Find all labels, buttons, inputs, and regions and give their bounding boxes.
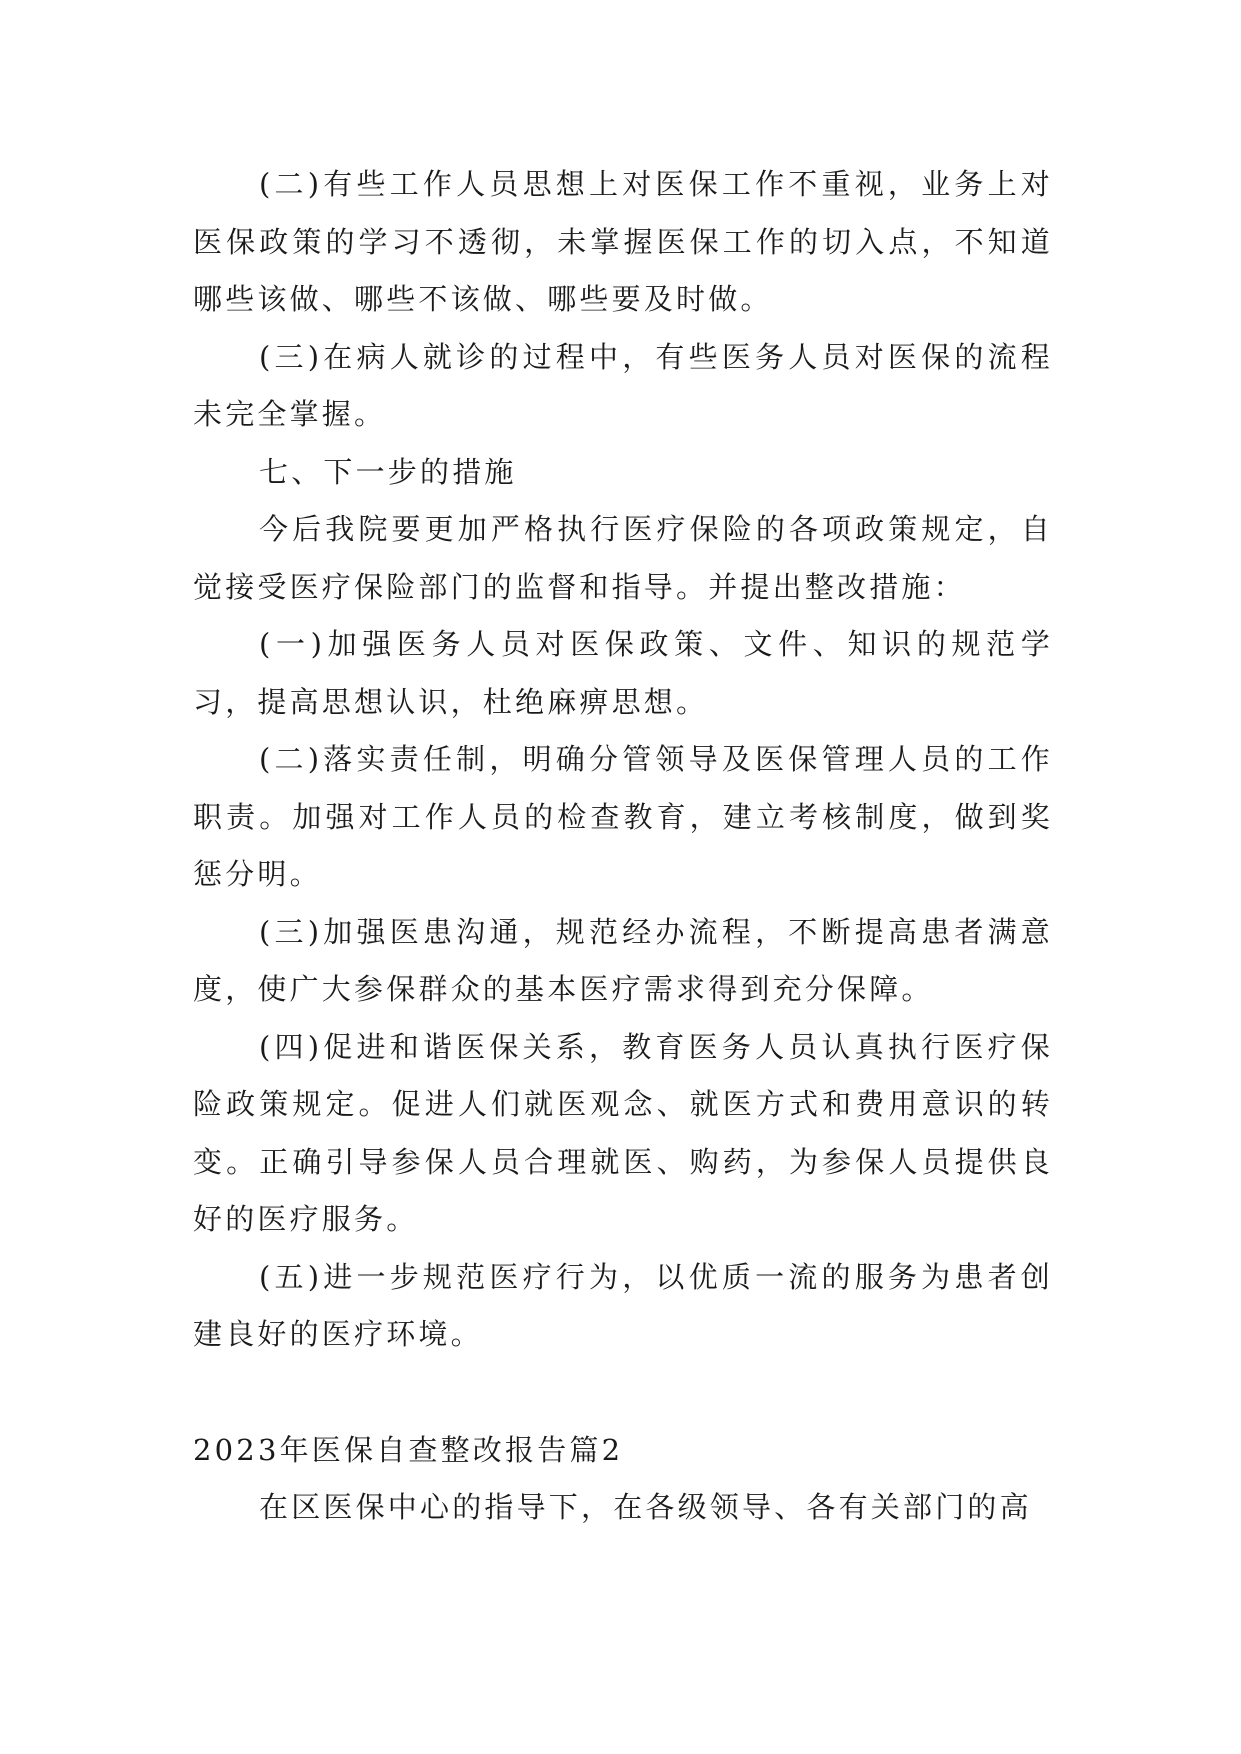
paragraph-3-issue: (三)在病人就诊的过程中，有些医务人员对医保的流程未完全掌握。 xyxy=(193,339,1053,431)
section-heading-next-steps: 七、下一步的措施 xyxy=(259,454,517,489)
measure-1: (一)加强医务人员对医保政策、文件、知识的规范学习，提高思想认识，杜绝麻痹思想。 xyxy=(193,627,1053,719)
measure-2: (二)落实责任制，明确分管领导及医保管理人员的工作职责。加强对工作人员的检查教育，建立考核制度，做到奖惩分明。 xyxy=(193,742,1053,891)
paragraph-intro-measures: 今后我院要更加严格执行医疗保险的各项政策规定，自觉接受医疗保险部门的监督和指导。并提出整改措施： xyxy=(193,512,1053,604)
document-page xyxy=(193,156,1053,1537)
report-title-part-2: 2023年医保自查整改报告篇2 xyxy=(193,1432,624,1467)
measure-4: (四)促进和谐医保关系，教育医务人员认真执行医疗保险政策规定。促进人们就医观念、就医方式和费用意识的转变。正确引导参保人员合理就医、购药，为参保人员提供良好的医疗服务。 xyxy=(193,1029,1053,1236)
paragraph-2-issue: (二)有些工作人员思想上对医保工作不重视，业务上对医保政策的学习不透彻，未掌握医保工作的切入点，不知道哪些该做、哪些不该做、哪些要及时做。 xyxy=(193,167,1053,316)
measure-5: (五)进一步规范医疗行为，以优质一流的服务为患者创建良好的医疗环境。 xyxy=(193,1259,1053,1351)
measure-3: (三)加强医患沟通，规范经办流程，不断提高患者满意度，使广大参保群众的基本医疗需求得到充分保障。 xyxy=(193,914,1053,1006)
report-2-first-paragraph: 在区医保中心的指导下，在各级领导、各有关部门的高 xyxy=(259,1490,1032,1524)
